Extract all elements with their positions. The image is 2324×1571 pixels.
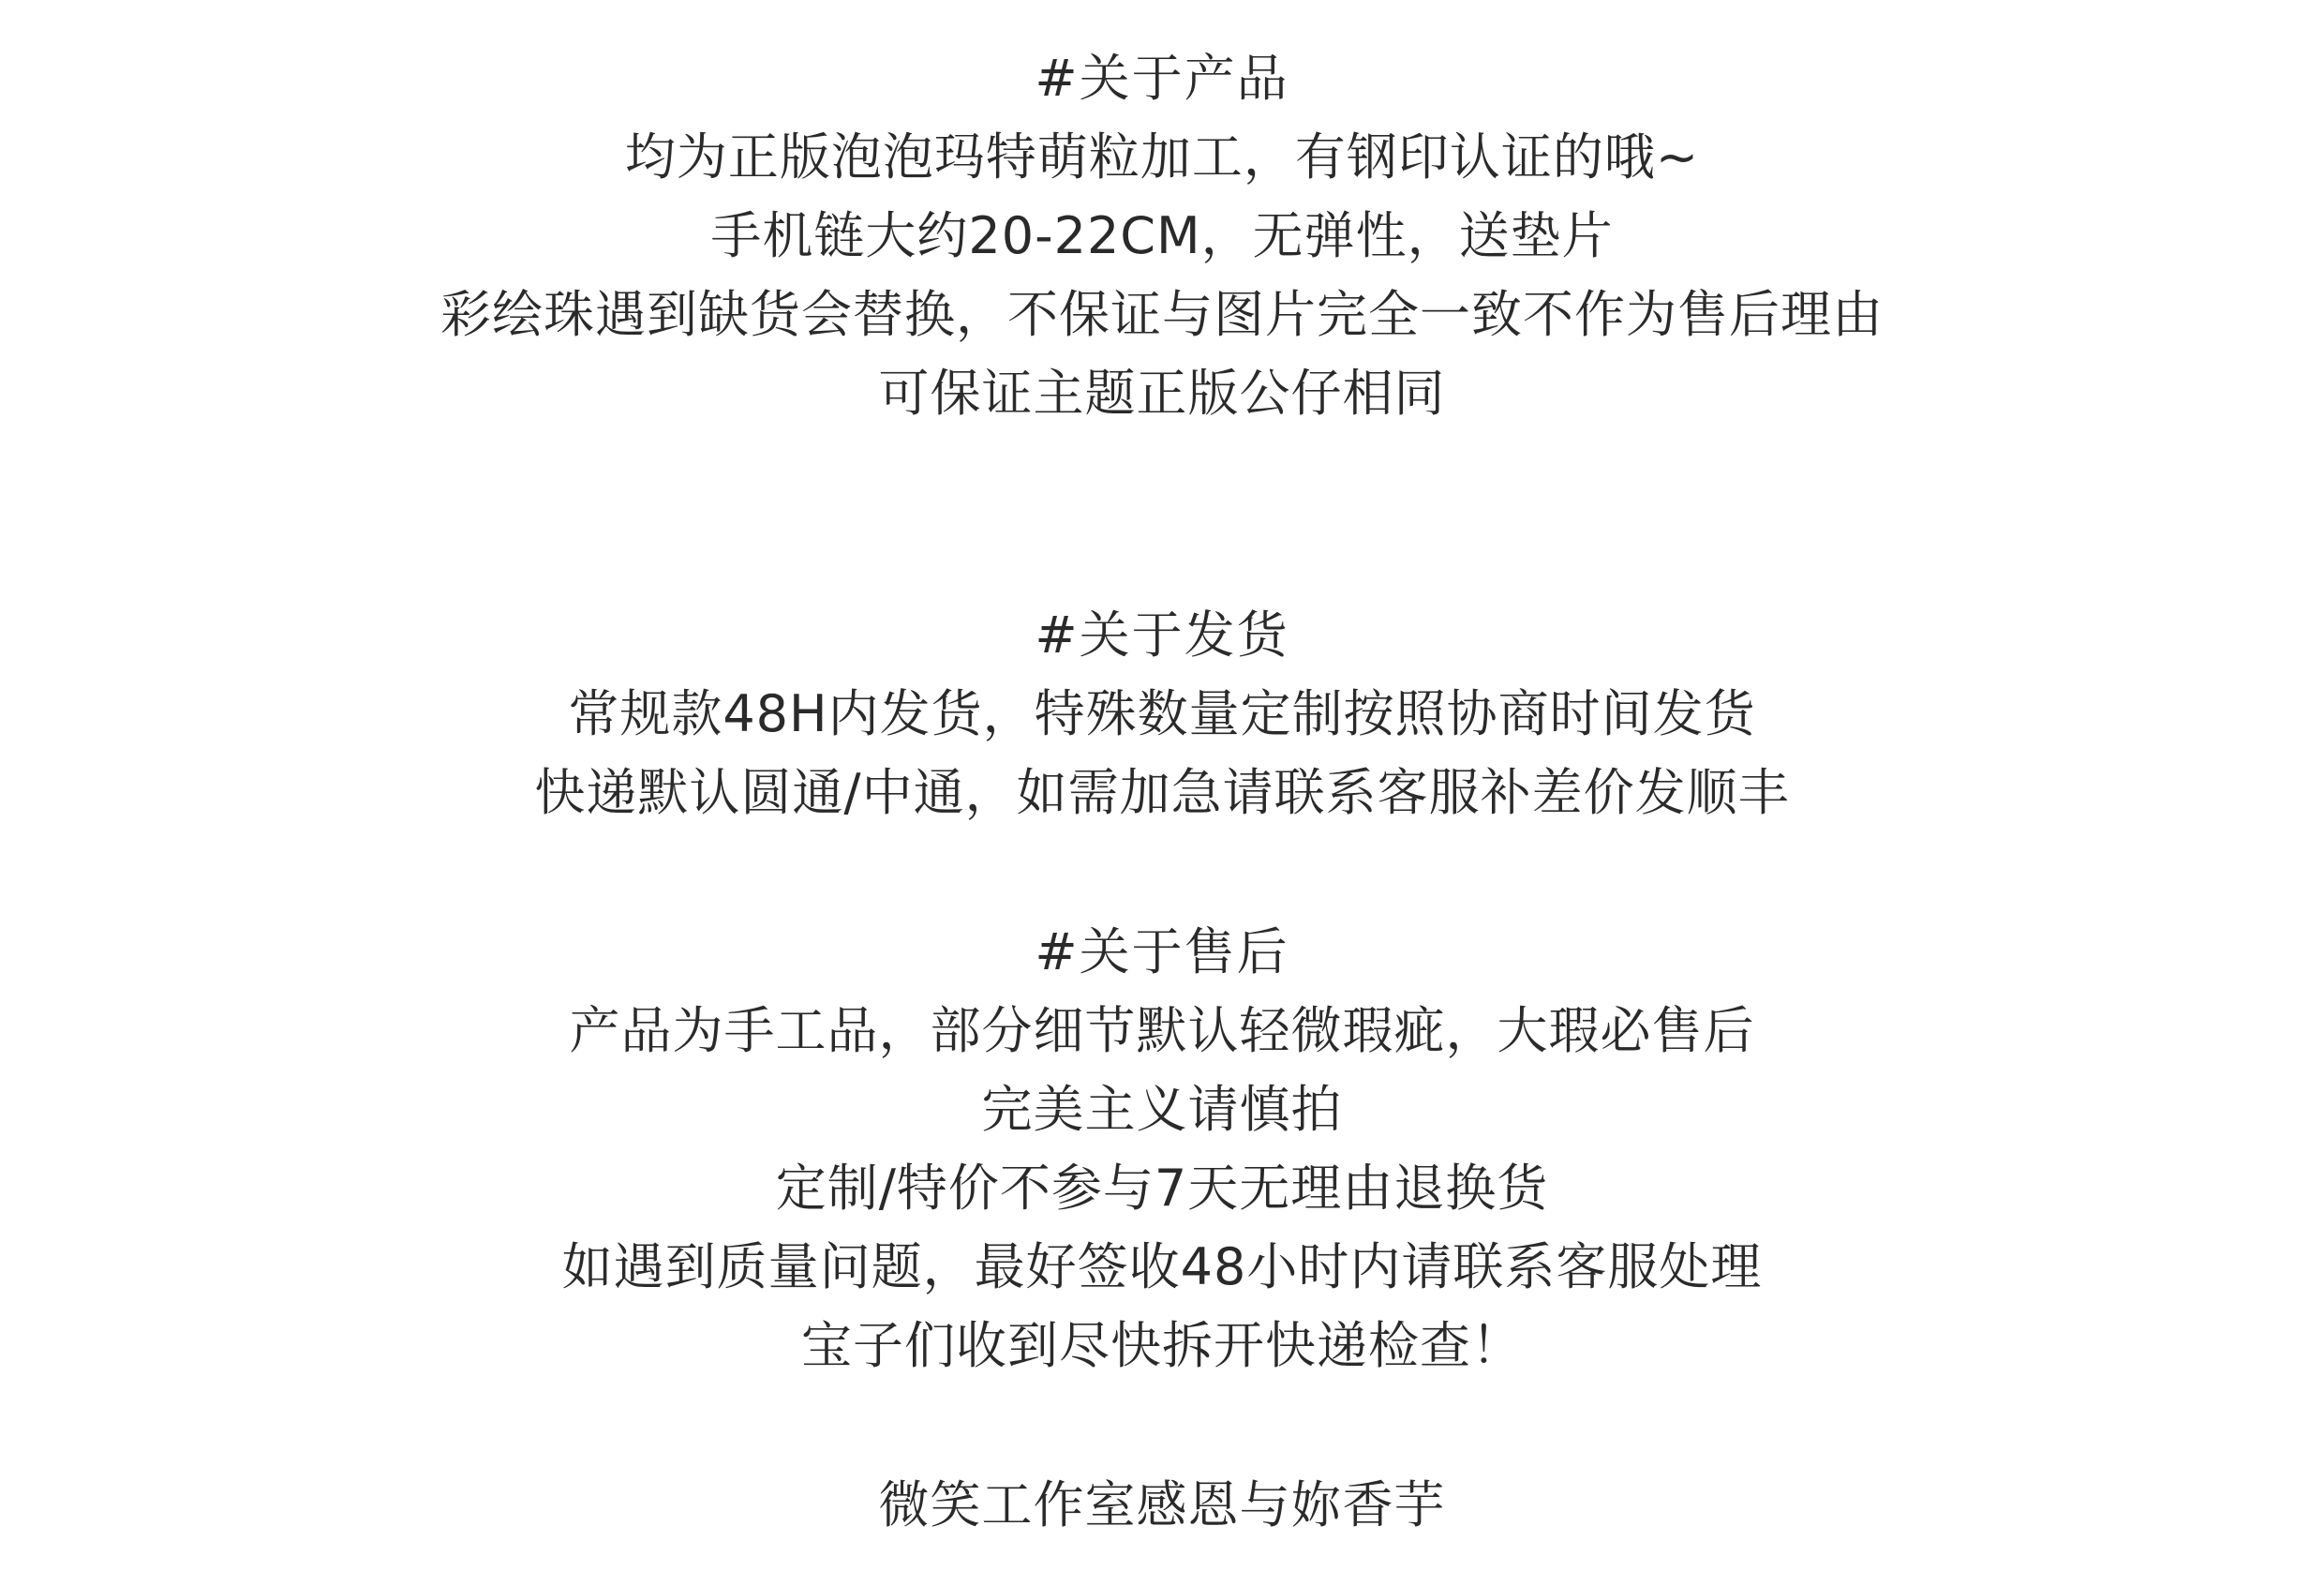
- product-line-authentic: 均为正版泡泡玛特萌粒加工，有钢印认证的哦~: [624, 127, 1700, 187]
- section-heading-product: #关于产品: [1035, 49, 1289, 108]
- aftersales-line-perfectionist: 完美主义请慎拍: [981, 1080, 1343, 1139]
- aftersales-line-quality: 如遇到质量问题，最好签收48小时内请联系客服处理: [561, 1237, 1763, 1296]
- shipping-line-courier: 快递默认圆通/中通，如需加急请联系客服补差价发顺丰: [534, 763, 1790, 822]
- section-heading-shipping: #关于发货: [1035, 606, 1289, 665]
- product-line-beads: 彩绘珠遇到缺货会替换，不保证与图片完全一致不作为售后理由: [440, 285, 1884, 344]
- shipping-line-time: 常规款48H内发货，特殊数量定制按照协商时间发货: [568, 684, 1756, 743]
- aftersales-line-handmade: 产品为手工品，部分细节默认轻微瑕疵，大瑕必售后: [569, 1001, 1755, 1060]
- product-line-size: 手机链大约20-22CM，无弹性，送垫片: [710, 206, 1614, 265]
- aftersales-line-no-return: 定制/特价不参与7天无理由退换货: [775, 1159, 1549, 1218]
- section-heading-aftersales: #关于售后: [1035, 922, 1289, 981]
- product-line-guarantee: 可保证主题正版公仔相同: [878, 364, 1446, 423]
- aftersales-line-inspect: 宝子们收到尽快拆开快递检查！: [801, 1316, 1523, 1375]
- studio-thanks-footer: 微笑工作室感恩与妳香芋: [878, 1475, 1446, 1534]
